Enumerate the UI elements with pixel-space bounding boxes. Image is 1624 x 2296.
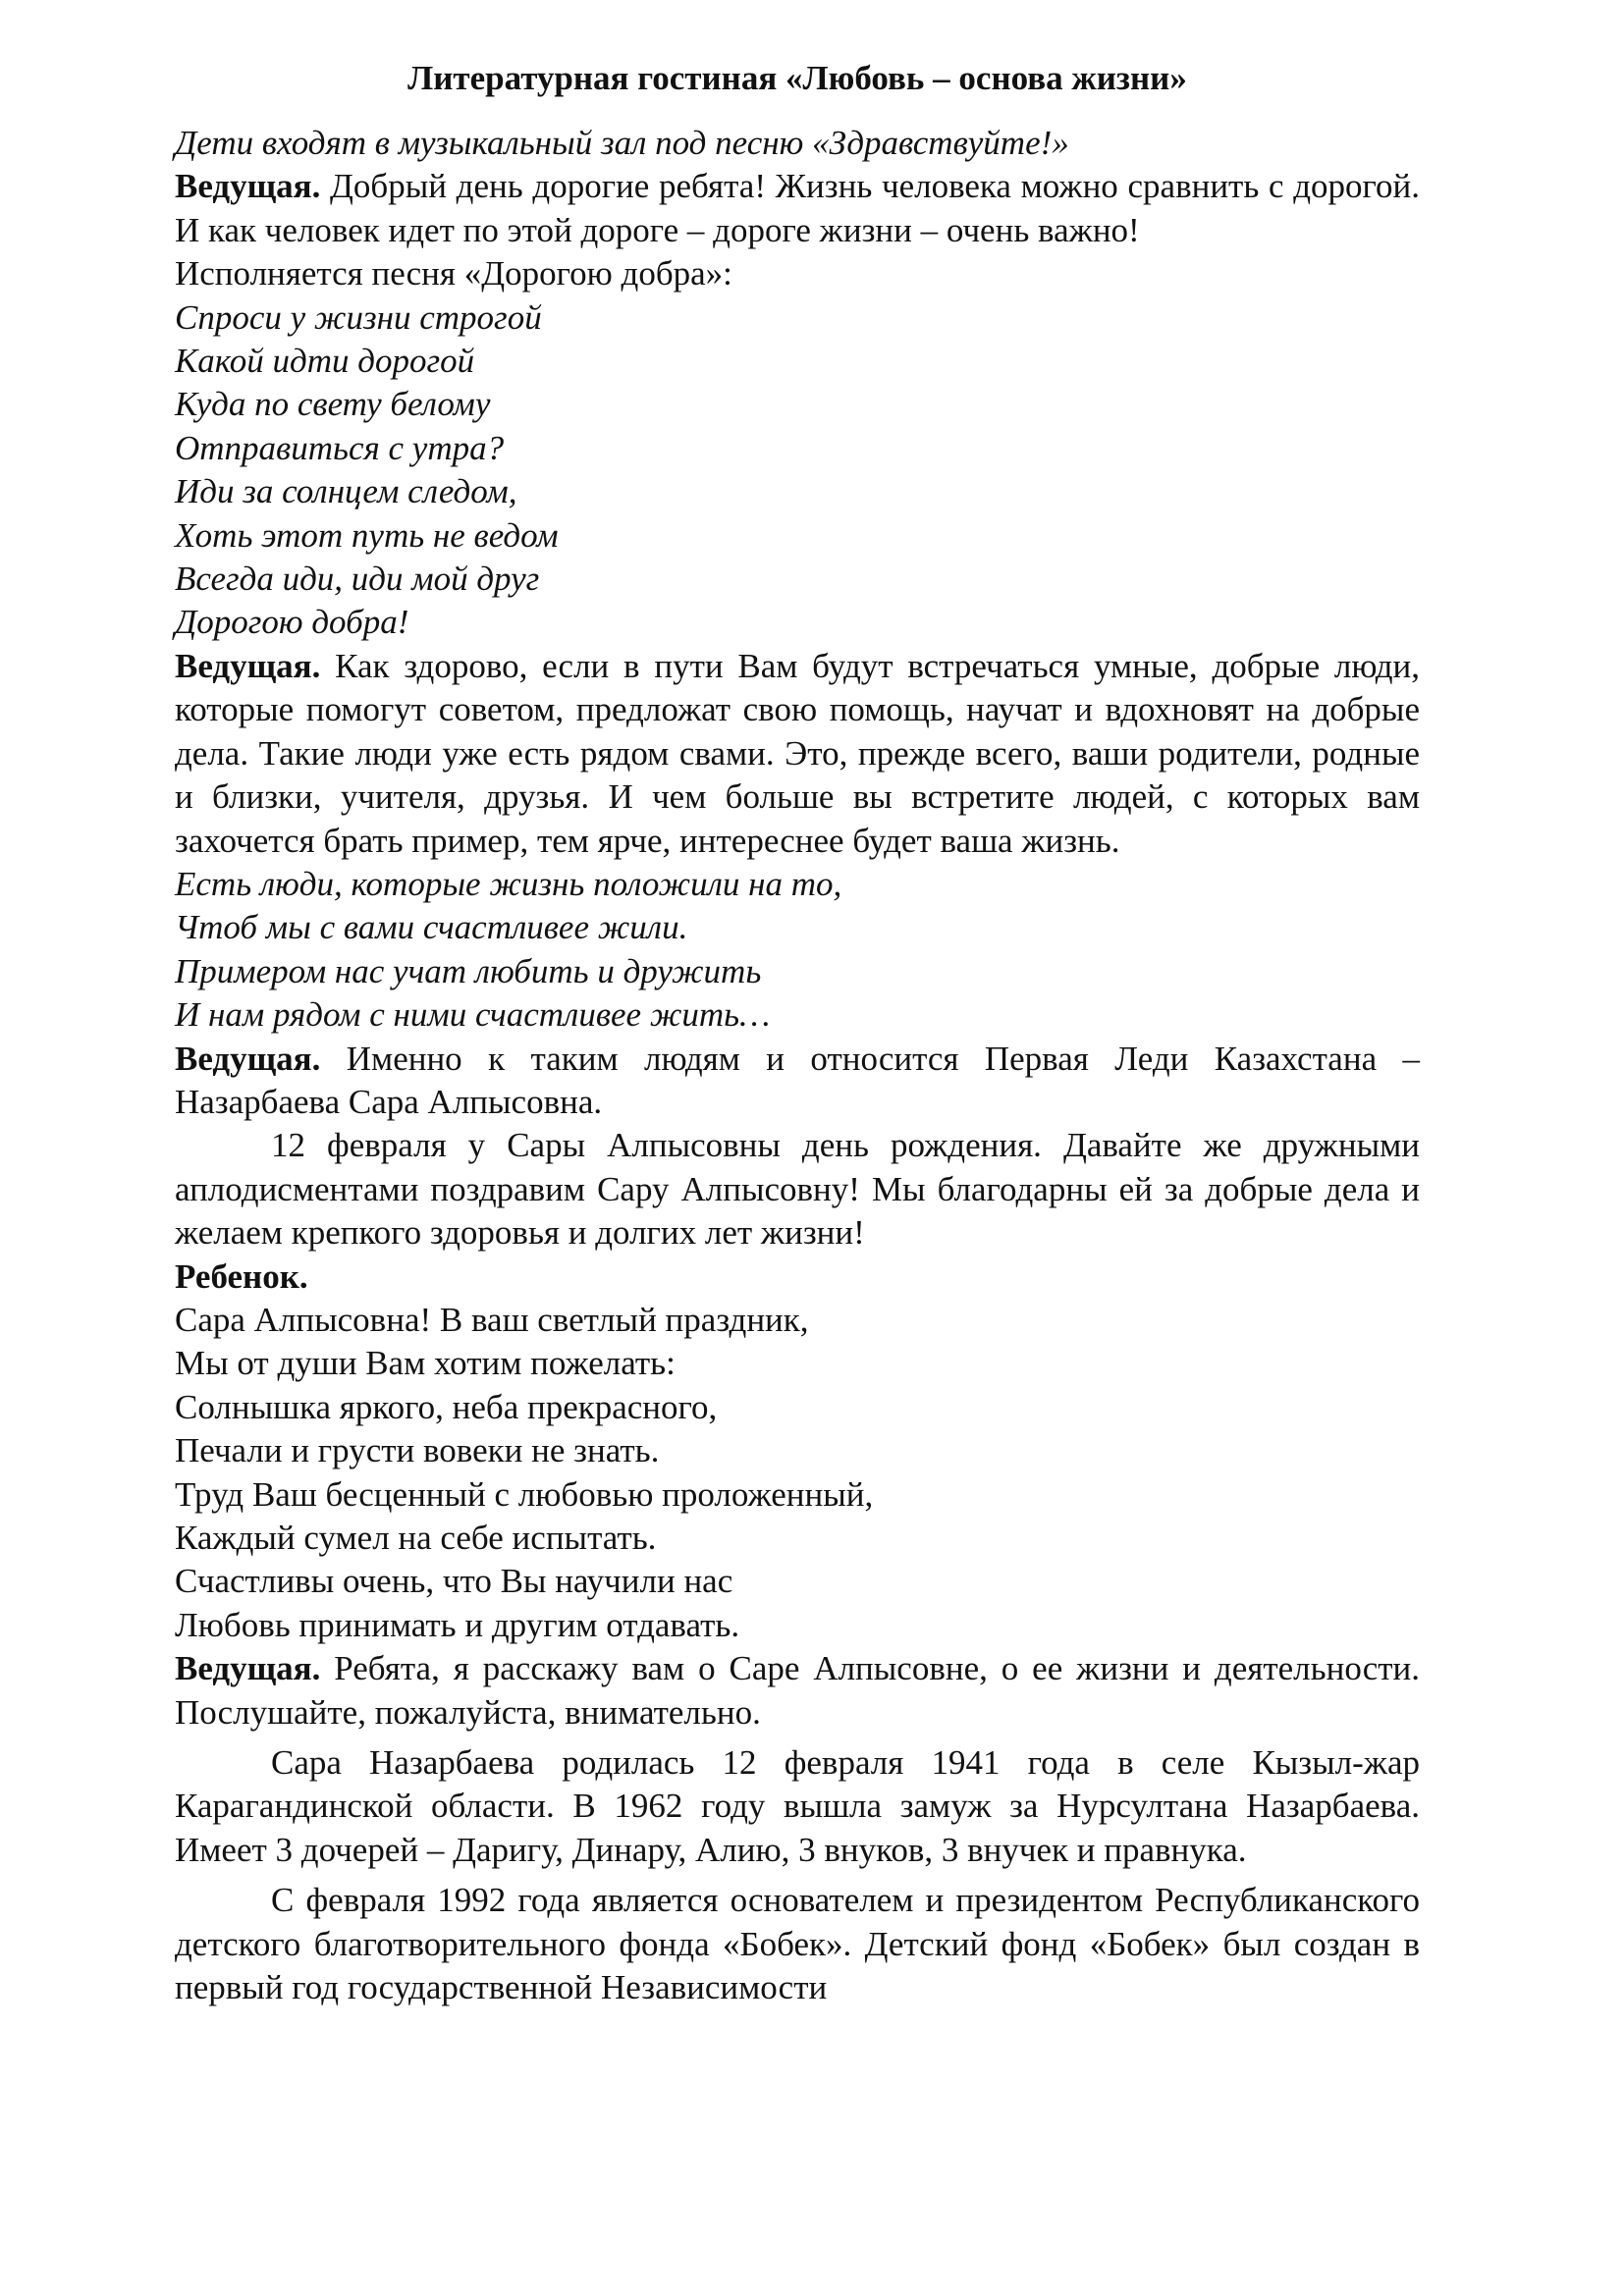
verse-line: Чтоб мы с вами счастливее жили. bbox=[175, 908, 688, 947]
child-speaker-label: Ребенок. bbox=[175, 1256, 308, 1296]
stage-direction: Дети входят в музыкальный зал под песню «Здравствуйте!» bbox=[175, 124, 1069, 162]
verse-line: Солнышка яркого, неба прекрасного, bbox=[175, 1387, 718, 1426]
verse-line: Куда по свету белому bbox=[175, 385, 491, 424]
birthday-paragraph: 12 февраля у Сары Алпысовны день рождения. Давайте же дружными аплодисментами поздравим Сару Алпысовну! Мы благодарны ей за добрые дела и желаем крепкого здоровья и долгих лет жизни! bbox=[175, 1126, 1420, 1253]
foundation-paragraph: С февраля 1992 года является основателем и президентом Республиканского детского благотворительного фонда «Бобек». Детский фонд «Бобек» был создан в первый год государственной Независимости bbox=[175, 1881, 1420, 2007]
speaker-label: Ведущая. bbox=[175, 1649, 321, 1688]
host-paragraph-4 bbox=[175, 1647, 1420, 1735]
verse-line: Сара Алпысовна! В ваш светлый праздник, bbox=[175, 1300, 809, 1339]
paragraph-text: Как здорово, если в пути Вам будут встречаться умные, добрые люди, которые помогут советом, предложат свою помощь, научат и вдохновят на добрые дела. Такие люди уже есть рядом свами. Это, прежде всего, ваши родители, родные и близки, учителя, друзья. И чем больше вы встретите людей, с которых вам захочется брать пример, тем ярче, интереснее будет ваша жизнь. bbox=[175, 646, 1421, 860]
verse-line: Счастливы очень, что Вы научили нас bbox=[175, 1562, 733, 1601]
verse-line: Труд Ваш бесценный с любовью проложенный, bbox=[175, 1474, 874, 1514]
verse-line: Любовь принимать и другим отдавать. bbox=[175, 1605, 740, 1644]
song-intro: Исполняется песня «Дорогою добра»: bbox=[175, 254, 732, 294]
host-paragraph-3 bbox=[175, 1038, 1420, 1125]
document-title: Литературная гостиная «Любовь – основа жизни» bbox=[407, 59, 1187, 97]
child-poem bbox=[175, 1299, 1420, 1647]
verse-line: Отправиться с утра? bbox=[175, 428, 505, 467]
poem-verse bbox=[175, 863, 1420, 1038]
paragraph-text: Добрый день дорогие ребята! Жизнь человека можно сравнить с дорогой. И как человек идет по этой дороге – дороге жизни – очень важно! bbox=[175, 167, 1420, 249]
host-paragraph-1 bbox=[175, 165, 1420, 252]
verse-line: И нам рядом с ними счастливее жить… bbox=[175, 995, 771, 1035]
paragraph-text: Именно к таким людям и относится Первая Леди Казахстана – Назарбаева Сара Алпысовна. bbox=[175, 1039, 1420, 1121]
verse-line: Хоть этот путь не ведом bbox=[175, 515, 559, 555]
paragraph-text: Ребята, я расскажу вам о Саре Алпысовне, о ее жизни и деятельности. Послушайте, пожалуйста, внимательно. bbox=[175, 1649, 1421, 1732]
verse-line: Иди за солнцем следом, bbox=[175, 472, 517, 511]
speaker-label: Ведущая. bbox=[175, 167, 321, 206]
verse-line: Примером нас учат любить и дружить bbox=[175, 951, 762, 990]
verse-line: Каждый сумел на себе испытать. bbox=[175, 1519, 657, 1557]
verse-line: Есть люди, которые жизнь положили на то, bbox=[175, 864, 842, 903]
verse-line: Всегда иди, иди мой друг bbox=[175, 560, 540, 599]
document-body bbox=[175, 51, 1420, 2009]
verse-line: Какой идти дорогой bbox=[175, 342, 475, 381]
biography-paragraph: Сара Назарбаева родилась 12 февраля 1941 года в селе Кызыл-жар Карагандинской области. В 1962 году вышла замуж за Нурсултана Назарбаева. Имеет 3 дочерей – Даригу, Динару, Алию, 3 внуков, 3 внучек и правнука. bbox=[175, 1743, 1420, 1869]
verse-line: Мы от души Вам хотим пожелать: bbox=[175, 1344, 676, 1383]
verse-line: Печали и грусти вовеки не знать. bbox=[175, 1431, 660, 1470]
speaker-label: Ведущая. bbox=[175, 646, 321, 685]
verse-line: Дорогою добра! bbox=[175, 603, 409, 642]
verse-line: Спроси у жизни строгой bbox=[175, 297, 542, 337]
song-verse bbox=[175, 296, 1420, 645]
host-paragraph-2 bbox=[175, 645, 1420, 863]
speaker-label: Ведущая. bbox=[175, 1039, 321, 1078]
